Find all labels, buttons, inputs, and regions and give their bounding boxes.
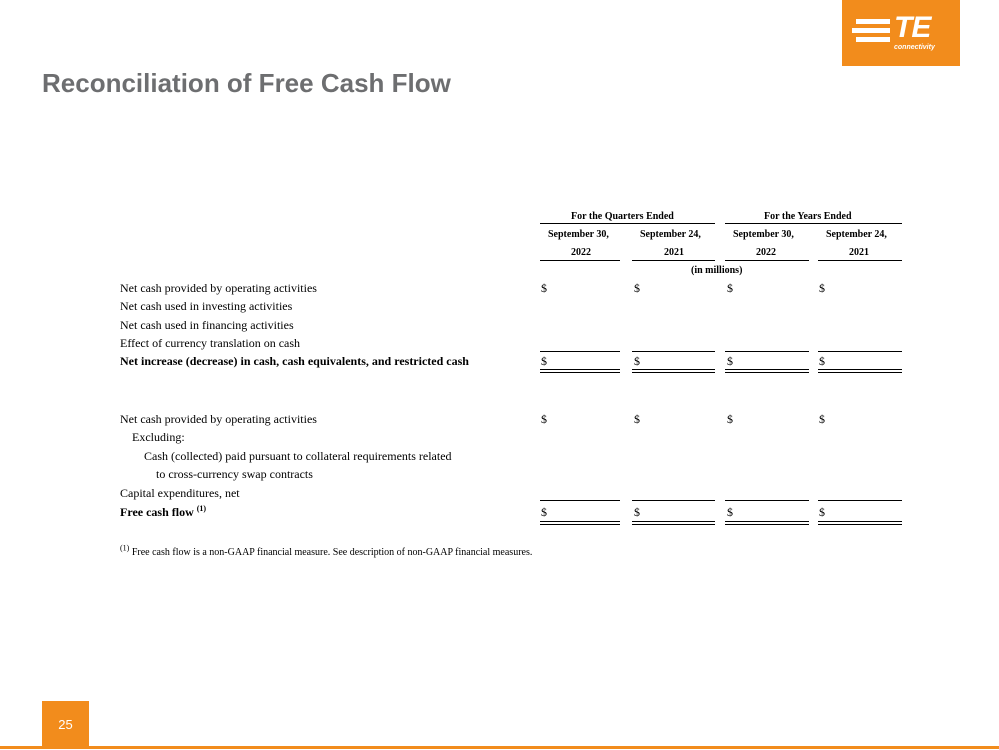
row-label: [120, 486, 240, 500]
units-label: (in millions): [691, 265, 743, 276]
row-label-text: Effect of currency translation on cash: [120, 336, 301, 350]
subtotal-rule: [818, 351, 902, 352]
currency-symbol: $: [634, 412, 640, 426]
group-header-quarters: For the Quarters Ended: [571, 211, 674, 222]
currency-symbol: $: [819, 412, 825, 426]
col-header-year: 2022: [756, 247, 776, 258]
total-double-rule: [632, 369, 715, 370]
currency-symbol: $: [819, 505, 825, 519]
currency-symbol: $: [541, 281, 547, 295]
subtotal-rule: [632, 500, 715, 501]
row-label: [120, 299, 292, 313]
total-double-rule: [540, 369, 620, 370]
row-label-text: Capital expenditures, net: [120, 486, 240, 500]
total-double-rule: [632, 372, 715, 373]
header-underline: [632, 260, 715, 261]
row-label: [120, 336, 300, 350]
total-double-rule: [540, 372, 620, 373]
row-label-text: Net cash used in financing activities: [120, 318, 294, 332]
te-connectivity-logo: [842, 0, 960, 66]
subtotal-rule: [725, 500, 809, 501]
col-header-year: 2021: [664, 247, 684, 258]
footnote-ref: (1): [196, 504, 207, 513]
currency-symbol: $: [634, 354, 640, 368]
total-double-rule: [725, 369, 809, 370]
col-header-date: September 30,: [548, 229, 609, 240]
row-label-text: Excluding:: [132, 430, 185, 444]
header-underline: [818, 260, 902, 261]
total-double-rule: [818, 524, 902, 525]
row-label-text: Net cash provided by operating activities: [120, 412, 317, 426]
row-label: [156, 467, 313, 481]
col-header-year: 2022: [571, 247, 591, 258]
row-label-text: Net cash used in investing activities: [120, 299, 293, 313]
total-double-rule: [540, 521, 620, 522]
bottom-rule: [0, 746, 999, 749]
total-double-rule: [818, 521, 902, 522]
row-label-text: Net cash provided by operating activities: [120, 281, 317, 295]
footnote-marker: (1): [120, 543, 130, 553]
header-underline: [725, 260, 809, 261]
total-double-rule: [725, 372, 809, 373]
row-label-text: Cash (collected) paid pursuant to collateral requirements related: [144, 449, 452, 463]
footnote: [120, 543, 533, 558]
col-header-date: September 30,: [733, 229, 794, 240]
row-label: [144, 449, 452, 463]
total-double-rule: [818, 369, 902, 370]
currency-symbol: $: [819, 281, 825, 295]
currency-symbol: $: [727, 354, 733, 368]
row-label-text: to cross-currency swap contracts: [156, 467, 313, 481]
total-double-rule: [725, 521, 809, 522]
row-label: [132, 430, 185, 444]
currency-symbol: $: [541, 354, 547, 368]
group-underline: [540, 223, 715, 224]
col-header-date: September 24,: [826, 229, 887, 240]
subtotal-rule: [540, 500, 620, 501]
total-double-rule: [725, 524, 809, 525]
logo-subtext: connectivity: [894, 44, 935, 51]
header-underline: [540, 260, 620, 261]
row-label: [120, 318, 294, 332]
row-label: [120, 412, 317, 426]
total-double-rule: [632, 524, 715, 525]
total-double-rule: [540, 524, 620, 525]
row-label: [120, 281, 317, 295]
group-underline: [725, 223, 902, 224]
subtotal-rule: [818, 500, 902, 501]
col-header-date: September 24,: [640, 229, 701, 240]
currency-symbol: $: [727, 505, 733, 519]
currency-symbol: $: [541, 505, 547, 519]
logo-mark: TE: [894, 11, 931, 44]
total-double-rule: [632, 521, 715, 522]
subtotal-rule: [540, 351, 620, 352]
subtotal-rule: [725, 351, 809, 352]
row-label-text: Net increase (decrease) in cash, cash equivalents, and restricted cash: [120, 354, 469, 368]
subtotal-rule: [632, 351, 715, 352]
col-header-year: 2021: [849, 247, 869, 258]
page-number: 25: [42, 701, 89, 747]
currency-symbol: $: [634, 505, 640, 519]
currency-symbol: $: [727, 281, 733, 295]
row-label-text: Free cash flow: [120, 505, 194, 519]
row-label: [120, 354, 469, 368]
currency-symbol: $: [634, 281, 640, 295]
group-header-years: For the Years Ended: [764, 211, 852, 222]
currency-symbol: $: [819, 354, 825, 368]
footnote-text: Free cash flow is a non-GAAP financial measure. See description of non-GAAP financial measures.: [131, 547, 533, 558]
row-label: [120, 505, 206, 519]
currency-symbol: $: [727, 412, 733, 426]
page-title: Reconciliation of Free Cash Flow: [42, 68, 451, 98]
total-double-rule: [818, 372, 902, 373]
currency-symbol: $: [541, 412, 547, 426]
